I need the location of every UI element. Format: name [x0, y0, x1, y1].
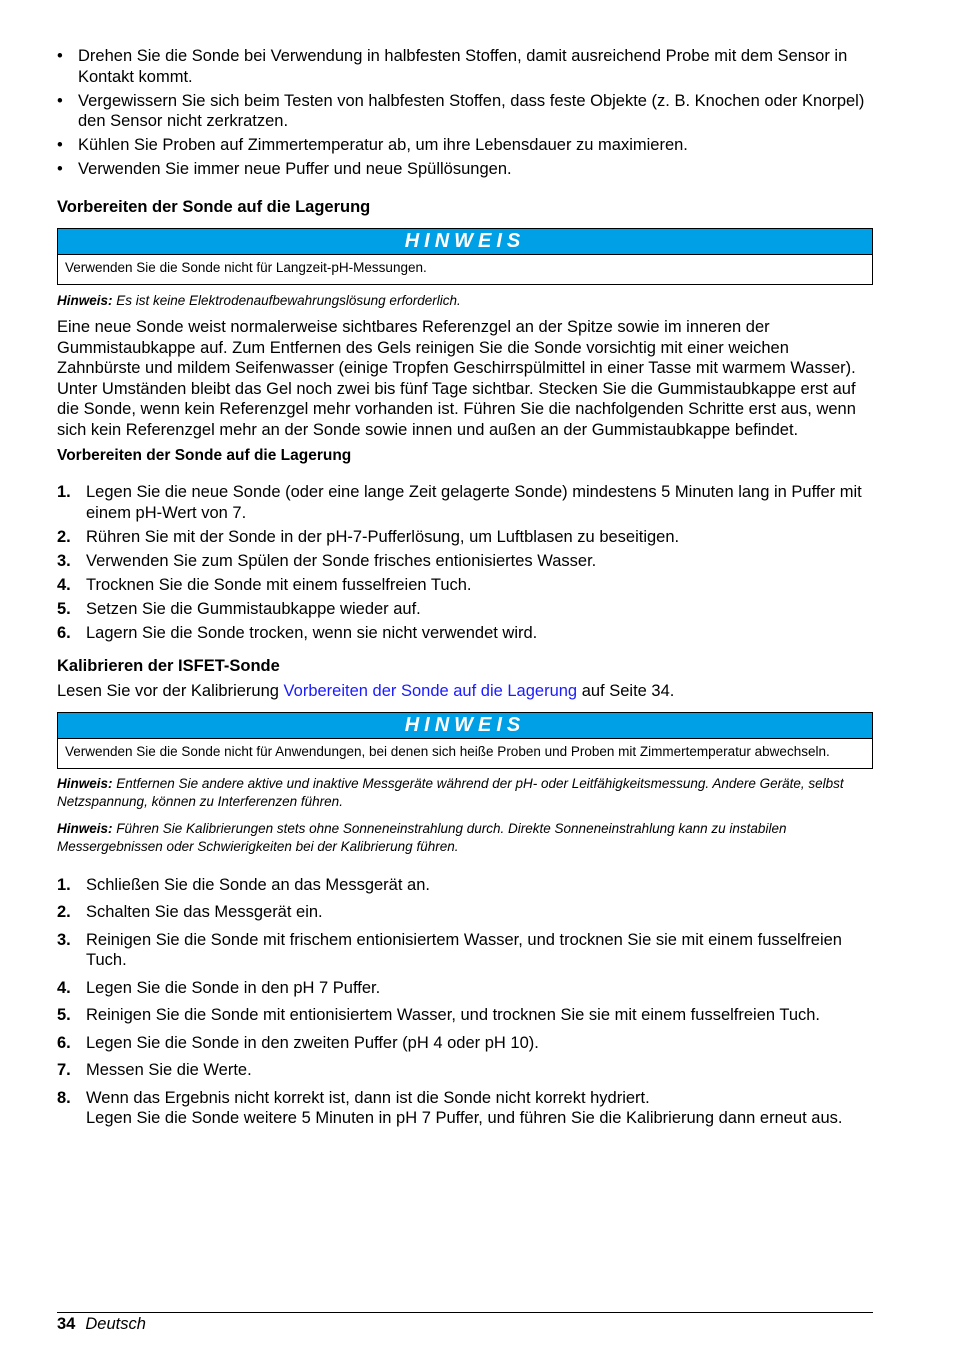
- paragraph: Eine neue Sonde weist normalerweise sichtbares Referenzgel an der Spitze sowie im inneren der Gummistaubkappe auf. Zum Entfernen des Gels reinigen Sie die Sonde vorsichtig mit einer weichen Zahnbürste und mildem Seifenwasser (einige Tropfen Geschirrspülmittel in einer Tasse mit warmem Wasser). Unter Umständen bleibt das Gel noch zwei bis fünf Tage sichtbar. Stecken Sie die Gummistaubkappe erst auf die Sonde, wenn kein Referenzgel mehr vorhanden ist. Führen Sie die nachfolgenden Schritte erst aus, wenn sich kein Referenzgel mehr an der Sonde sowie innen und außen an der Gummistaubkappe befindet.: [57, 318, 856, 439]
- step-text: Schließen Sie die Sonde an das Messgerät an.: [86, 875, 430, 894]
- section-heading-storage: Vorbereiten der Sonde auf die Lagerung: [57, 197, 371, 216]
- hinweis-label: Hinweis:: [57, 775, 113, 791]
- step-number: 5.: [57, 1006, 71, 1024]
- step-number: 6.: [57, 623, 71, 642]
- step-item: [57, 527, 873, 548]
- procedure-steps-calibration: [57, 875, 873, 1129]
- step-text: Verwenden Sie zum Spülen der Sonde frisches entionisiertes Wasser.: [86, 551, 597, 570]
- hinweis-label: Hinweis:: [57, 820, 113, 836]
- step-item: [57, 575, 873, 596]
- step-item: [57, 875, 873, 896]
- step-text: Setzen Sie die Gummistaubkappe wieder auf.: [86, 599, 421, 618]
- hinweis-text: Es ist keine Elektrodenaufbewahrungslösung erforderlich.: [112, 292, 461, 308]
- bullet-marker: •: [57, 91, 63, 110]
- step-text: Schalten Sie das Messgerät ein.: [86, 903, 323, 921]
- list-item: • Verwenden Sie immer neue Puffer und neue Spüllösungen.: [57, 160, 512, 178]
- step-number: 1.: [57, 483, 71, 501]
- intro-paragraph: Lesen Sie vor der Kalibrierung Vorbereiten der Sonde auf die Lagerung auf Seite 34.: [57, 682, 675, 700]
- footer-language: Deutsch: [85, 1315, 146, 1333]
- step-item: [57, 482, 873, 523]
- procedure-steps-storage: [57, 482, 873, 643]
- notice-header: HINWEIS: [58, 713, 872, 739]
- hinweis-label: Hinweis:: [57, 292, 113, 308]
- step-item: [57, 1005, 873, 1026]
- hinweis-note: [57, 775, 873, 812]
- step-item: [57, 902, 873, 923]
- step-number: 6.: [57, 1033, 71, 1052]
- step-number: 2.: [57, 527, 71, 546]
- step-text: Reinigen Sie die Sonde mit entionisiertem Wasser, und trocknen Sie sie mit einem fusselfreien Tuch.: [86, 1006, 821, 1024]
- step-item: [57, 978, 873, 999]
- step-number: 8.: [57, 1088, 71, 1107]
- bullet-list: [57, 46, 873, 180]
- list-item: • Kühlen Sie Proben auf Zimmertemperatur ab, um ihre Lebensdauer zu maximieren.: [57, 136, 688, 154]
- section-heading-calibration: Kalibrieren der ISFET-Sonde: [57, 657, 280, 675]
- bullet-marker: •: [57, 136, 63, 154]
- page-number: 34: [57, 1315, 76, 1333]
- notice-header: HINWEIS: [58, 229, 872, 255]
- step-number: 4.: [57, 978, 71, 997]
- step-number: 3.: [57, 930, 71, 949]
- list-item: • Vergewissern Sie sich beim Testen von halbfesten Stoffen, dass feste Objekte (z. B. Knochen oder Knorpel) den Sensor nicht zerkratzen.: [57, 91, 865, 130]
- step-item: [57, 930, 873, 971]
- notice-box: [57, 712, 873, 769]
- step-item: [57, 599, 873, 620]
- step-number: 2.: [57, 903, 71, 921]
- step-number: 1.: [57, 875, 71, 894]
- bullet-marker: •: [57, 160, 63, 178]
- step-item: [57, 1088, 873, 1129]
- step-number: 5.: [57, 599, 71, 618]
- step-number: 3.: [57, 551, 71, 570]
- step-number: 4.: [57, 575, 71, 594]
- bullet-marker: •: [57, 47, 63, 65]
- step-item: [57, 1060, 873, 1081]
- step-text: Trocknen Sie die Sonde mit einem fusselfreien Tuch.: [86, 575, 472, 594]
- procedure-subheading: Vorbereiten der Sonde auf die Lagerung: [57, 447, 352, 464]
- hinweis-note: [57, 820, 873, 857]
- step-text: Lagern Sie die Sonde trocken, wenn sie nicht verwendet wird.: [86, 623, 538, 642]
- page-content: [57, 46, 873, 1132]
- step-item: [57, 623, 873, 644]
- step-text: Legen Sie die Sonde in den zweiten Puffer (pH 4 oder pH 10).: [86, 1033, 539, 1052]
- list-item: • Drehen Sie die Sonde bei Verwendung in halbfesten Stoffen, damit ausreichend Probe mit dem Sensor in Kontakt kommt.: [57, 47, 848, 86]
- page-footer: [57, 1312, 873, 1334]
- hinweis-text: Führen Sie Kalibrierungen stets ohne Sonneneinstrahlung durch. Direkte Sonneneinstrahlung kann zu instabilen Messergebnissen oder Schwierigkeiten bei der Kalibrierung führen.: [57, 820, 787, 854]
- step-text: Legen Sie die Sonde in den pH 7 Puffer.: [86, 978, 381, 997]
- step-text: Legen Sie die neue Sonde (oder eine lange Zeit gelagerte Sonde) mindestens 5 Minuten lang in Puffer mit einem pH-Wert von 7.: [86, 483, 862, 522]
- step-text: Wenn das Ergebnis nicht korrekt ist, dann ist die Sonde nicht korrekt hydriert.: [86, 1088, 650, 1107]
- notice-text: Verwenden Sie die Sonde nicht für Anwendungen, bei denen sich heiße Proben und Proben mit Zimmertemperatur abwechseln.: [65, 743, 830, 759]
- step-item: [57, 1033, 873, 1054]
- step-text-continued: Legen Sie die Sonde weitere 5 Minuten in pH 7 Puffer, und führen Sie die Kalibrierung dann erneut aus.: [86, 1109, 843, 1127]
- hinweis-text: Entfernen Sie andere aktive und inaktive Messgeräte während der pH- oder Leitfähigkeitsmessung. Andere Geräte, selbst Netzspannung, können zu Interferenzen führen.: [57, 775, 844, 809]
- hinweis-note: [57, 292, 873, 311]
- cross-reference-link[interactable]: Vorbereiten der Sonde auf die Lagerung: [283, 682, 578, 700]
- step-text: Rühren Sie mit der Sonde in der pH-7-Pufferlösung, um Luftblasen zu beseitigen.: [86, 527, 680, 546]
- step-number: 7.: [57, 1061, 71, 1079]
- notice-text: Verwenden Sie die Sonde nicht für Langzeit-pH-Messungen.: [65, 259, 427, 275]
- notice-box: [57, 228, 873, 285]
- step-item: [57, 551, 873, 572]
- step-text: Messen Sie die Werte.: [86, 1061, 252, 1079]
- step-text: Reinigen Sie die Sonde mit frischem entionisiertem Wasser, und trocknen Sie sie mit einem fusselfreien Tuch.: [86, 930, 842, 969]
